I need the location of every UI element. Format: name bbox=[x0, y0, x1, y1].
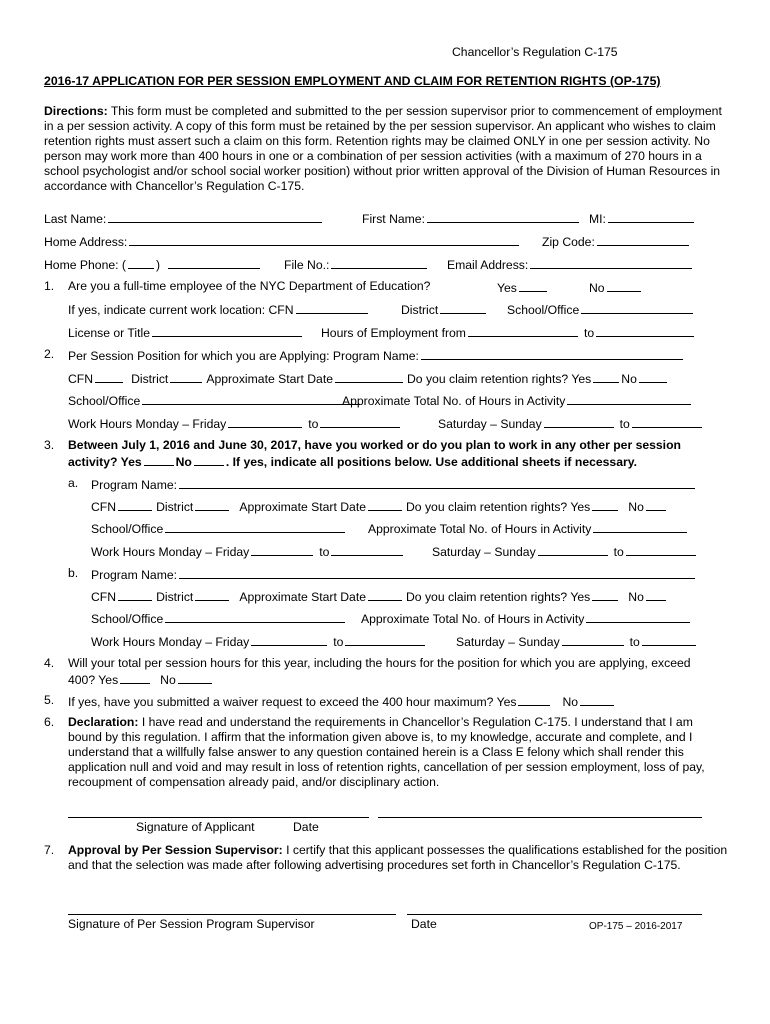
q3b-weekend-to-label: to bbox=[629, 635, 640, 649]
q3a-start-label: Approximate Start Date bbox=[239, 500, 366, 514]
home-phone-field[interactable] bbox=[168, 256, 260, 269]
mi-label: MI: bbox=[589, 212, 606, 226]
q1-to-label: to bbox=[583, 326, 595, 340]
q3b-start-label: Approximate Start Date bbox=[239, 590, 366, 604]
q2-weekend-to-field[interactable] bbox=[632, 415, 702, 428]
applicant-date-line[interactable] bbox=[378, 817, 702, 818]
q2-school-row bbox=[68, 392, 362, 409]
directions bbox=[44, 104, 727, 194]
q1-hours-from-field[interactable] bbox=[468, 324, 578, 337]
last-name-row bbox=[44, 210, 324, 227]
q2-program-field[interactable] bbox=[421, 347, 683, 360]
q4-no-field[interactable] bbox=[178, 671, 212, 684]
q3a-work-row bbox=[91, 543, 405, 560]
q3b-cfn-row bbox=[91, 588, 668, 605]
q3b-school-field[interactable] bbox=[165, 610, 345, 623]
q2-retention-label: Do you claim retention rights? Yes bbox=[406, 372, 592, 386]
q2-work-row bbox=[68, 415, 402, 432]
q3b-cfn-field[interactable] bbox=[118, 588, 152, 601]
q3b-total-field[interactable] bbox=[586, 610, 690, 623]
q3b-start-field[interactable] bbox=[368, 588, 402, 601]
q3b-weekend-row bbox=[456, 633, 698, 650]
home-phone-row bbox=[44, 256, 262, 273]
q6-declaration bbox=[68, 715, 730, 790]
q1-district-row bbox=[401, 301, 488, 318]
q4-number: 4. bbox=[44, 656, 55, 670]
file-no-label: File No.: bbox=[284, 258, 330, 272]
q7-approval bbox=[68, 843, 730, 873]
q1-school-field[interactable] bbox=[581, 301, 693, 314]
q3a-work-to-label: to bbox=[319, 545, 330, 559]
q6-number: 6. bbox=[44, 715, 55, 729]
q4-yes-label: 400? Yes bbox=[68, 673, 119, 687]
form-title: 2016-17 APPLICATION FOR PER SESSION EMPLOYMENT AND CLAIM FOR RETENTION RIGHTS (OP-175) bbox=[44, 74, 661, 88]
q3b-retention-label: Do you claim retention rights? Yes bbox=[405, 590, 591, 604]
q5-no-label: No bbox=[562, 695, 579, 709]
q3a-cfn-label: CFN bbox=[91, 500, 117, 514]
q3b-no-label: No bbox=[628, 590, 644, 604]
q3a-retention-no-field[interactable] bbox=[646, 498, 666, 511]
q2-no-label: No bbox=[621, 372, 637, 386]
first-name-row bbox=[362, 210, 581, 227]
last-name-label: Last Name: bbox=[44, 212, 107, 226]
q1-cfn-field[interactable] bbox=[296, 301, 368, 314]
zip-label: Zip Code: bbox=[542, 235, 595, 249]
q3b-work-from-field[interactable] bbox=[251, 633, 327, 646]
q3b-retention-no-field[interactable] bbox=[646, 588, 666, 601]
q1-license-row bbox=[68, 324, 304, 341]
supervisor-signature-label: Signature of Per Session Program Supervisor bbox=[68, 917, 315, 931]
q4-line1: Will your total per session hours for this year, including the hours for the position for which you are applying, exceed bbox=[68, 656, 691, 670]
home-phone-close: ) bbox=[155, 258, 161, 272]
supervisor-date-line[interactable] bbox=[407, 914, 702, 915]
email-field[interactable] bbox=[530, 256, 692, 269]
q2-total-label: Approximate Total No. of Hours in Activity bbox=[342, 394, 566, 408]
q5-number: 5. bbox=[44, 693, 55, 707]
zip-field[interactable] bbox=[597, 233, 689, 246]
q3a-start-field[interactable] bbox=[368, 498, 402, 511]
q3a-district-label: District bbox=[156, 500, 194, 514]
last-name-field[interactable] bbox=[108, 210, 322, 223]
q1-if-yes-label: If yes, indicate current work location: CFN bbox=[68, 303, 294, 317]
q2-question: Per Session Position for which you are Applying: Program Name: bbox=[68, 349, 419, 363]
q1-license-field[interactable] bbox=[152, 324, 302, 337]
q2-number: 2. bbox=[44, 347, 55, 361]
q1-cfn-row bbox=[68, 301, 370, 318]
q4-yes-field[interactable] bbox=[120, 671, 150, 684]
q7-text: I certify that this applicant possesses the qualifications established for the position and that the selection was made after following advertising procedures set forth in Chancellor’s Regulation C-175. bbox=[68, 843, 728, 872]
q2-start-field[interactable] bbox=[335, 370, 403, 383]
q3b-school-row bbox=[91, 610, 347, 627]
q3a-retention-label: Do you claim retention rights? Yes bbox=[405, 500, 591, 514]
email-label: Email Address: bbox=[447, 258, 529, 272]
q1-license-label: License or Title bbox=[68, 326, 150, 340]
q2-district-label: District bbox=[131, 372, 169, 386]
q3b-work-row bbox=[91, 633, 427, 650]
q1-yes-field[interactable] bbox=[519, 279, 547, 292]
q1-hours-label: Hours of Employment from bbox=[321, 326, 466, 340]
q3a-school-row bbox=[91, 520, 347, 537]
applicant-date-label: Date bbox=[293, 820, 319, 834]
q1-school-label: School/Office bbox=[507, 303, 580, 317]
regulation-header: Chancellor’s Regulation C-175 bbox=[452, 45, 618, 59]
q3a-school-field[interactable] bbox=[165, 520, 345, 533]
q3a-total-field[interactable] bbox=[593, 520, 687, 533]
directions-label: Directions: bbox=[44, 104, 108, 118]
q5-row bbox=[68, 693, 616, 710]
q3a-work-to-field[interactable] bbox=[331, 543, 403, 556]
q2-weekend-row bbox=[438, 415, 704, 432]
q4-no-label: No bbox=[160, 673, 176, 687]
q3b-weekend-to-field[interactable] bbox=[642, 633, 696, 646]
q3a-school-label: School/Office bbox=[91, 522, 164, 536]
q1-yes-label: Yes bbox=[497, 281, 517, 295]
q1-district-field[interactable] bbox=[440, 301, 486, 314]
q1-yes bbox=[497, 279, 549, 296]
q2-cfn-field[interactable] bbox=[95, 370, 123, 383]
q3b-work-to-field[interactable] bbox=[345, 633, 425, 646]
q2-work-from-field[interactable] bbox=[228, 415, 302, 428]
q3b-district-field[interactable] bbox=[195, 588, 229, 601]
q2-retention-yes-field[interactable] bbox=[593, 370, 619, 383]
q2-work-to-field[interactable] bbox=[320, 415, 400, 428]
directions-text: This form must be completed and submitted to the per session supervisor prior to commencement of employment in a per session activity. A copy of this form must be retained by the per session supervisor. An applicant who wishes to claim retention rights must assert such a claim on this form. Retention rights may be claimed ONLY in one per session activity. No person may work more than 400 hours in one or a combination of per session activities (with a maximum of 270 hours in a school psychologist and/or school social worker position) without prior written approval of the Division of Human Resources in accordance with Chancellor’s Regulation C-175. bbox=[44, 104, 722, 193]
form-id: OP-175 – 2016-2017 bbox=[589, 921, 683, 932]
q3b-school-label: School/Office bbox=[91, 612, 164, 626]
q1-question: Are you a full-time employee of the NYC Department of Education? bbox=[68, 279, 431, 293]
first-name-field[interactable] bbox=[427, 210, 579, 223]
q1-no bbox=[589, 279, 643, 296]
q2-work-to-label: to bbox=[308, 417, 319, 431]
q3-no-label: No bbox=[175, 455, 192, 469]
q2-school-field[interactable] bbox=[142, 392, 360, 405]
q3a-weekend-row bbox=[432, 543, 698, 560]
q2-program-row bbox=[68, 347, 685, 364]
q3a-weekend-from-field[interactable] bbox=[538, 543, 608, 556]
mi-field[interactable] bbox=[608, 210, 694, 223]
q3b-program-field[interactable] bbox=[179, 566, 695, 579]
q3-line1: Between July 1, 2016 and June 30, 2017, have you worked or do you plan to work in any other per session bbox=[68, 438, 681, 452]
q3-number: 3. bbox=[44, 438, 55, 452]
q1-number: 1. bbox=[44, 279, 55, 293]
supervisor-date-label: Date bbox=[411, 917, 437, 931]
q3b-work-to-label: to bbox=[333, 635, 344, 649]
zip-row bbox=[542, 233, 691, 250]
q3a-label: a. bbox=[68, 476, 79, 490]
file-no-field[interactable] bbox=[331, 256, 427, 269]
q7-number: 7. bbox=[44, 843, 55, 857]
q2-cfn-label: CFN bbox=[68, 372, 94, 386]
q2-weekend-from-field[interactable] bbox=[544, 415, 614, 428]
q3b-total-row bbox=[361, 610, 692, 627]
q2-retention-no-field[interactable] bbox=[639, 370, 667, 383]
home-address-row bbox=[44, 233, 521, 250]
q5-no-field[interactable] bbox=[580, 693, 614, 706]
q2-school-label: School/Office bbox=[68, 394, 141, 408]
q3a-weekend-to-field[interactable] bbox=[626, 543, 696, 556]
home-address-field[interactable] bbox=[129, 233, 519, 246]
q2-cfn-row bbox=[68, 370, 669, 387]
q5-yes-field[interactable] bbox=[518, 693, 550, 706]
home-address-label: Home Address: bbox=[44, 235, 128, 249]
email-row bbox=[447, 256, 694, 273]
q1-district-label: District bbox=[401, 303, 439, 317]
q3-no-field[interactable] bbox=[194, 453, 224, 466]
q3a-no-label: No bbox=[628, 500, 644, 514]
q3a-weekend-label: Saturday – Sunday bbox=[432, 545, 536, 559]
q1-no-label: No bbox=[589, 281, 605, 295]
q2-work-label: Work Hours Monday – Friday bbox=[68, 417, 227, 431]
q2-start-label: Approximate Start Date bbox=[206, 372, 333, 386]
file-no-row bbox=[284, 256, 429, 273]
first-name-label: First Name: bbox=[362, 212, 425, 226]
q2-total-field[interactable] bbox=[567, 392, 691, 405]
q3b-total-label: Approximate Total No. of Hours in Activity bbox=[361, 612, 585, 626]
q3a-program-label: Program Name: bbox=[91, 478, 178, 492]
q2-district-field[interactable] bbox=[170, 370, 202, 383]
q3b-program-label: Program Name: bbox=[91, 568, 178, 582]
applicant-signature-label: Signature of Applicant bbox=[136, 820, 255, 834]
mi-row bbox=[589, 210, 696, 227]
q3a-cfn-row bbox=[91, 498, 668, 515]
q3a-program-row bbox=[91, 476, 697, 493]
q3b-work-label: Work Hours Monday – Friday bbox=[91, 635, 250, 649]
q2-weekend-label: Saturday – Sunday bbox=[438, 417, 542, 431]
q2-weekend-to-label: to bbox=[619, 417, 630, 431]
q3b-cfn-label: CFN bbox=[91, 590, 117, 604]
q3a-work-from-field[interactable] bbox=[251, 543, 313, 556]
applicant-signature-line[interactable] bbox=[68, 817, 369, 818]
q3-line2-rest: . If yes, indicate all positions below. Use additional sheets if necessary. bbox=[225, 455, 637, 469]
q3b-district-label: District bbox=[156, 590, 194, 604]
q1-school-row bbox=[507, 301, 695, 318]
supervisor-signature-line[interactable] bbox=[68, 914, 396, 915]
home-phone-label: Home Phone: ( bbox=[44, 258, 126, 272]
q3b-retention-yes-field[interactable] bbox=[592, 588, 618, 601]
q3a-retention-yes-field[interactable] bbox=[592, 498, 618, 511]
q3b-label: b. bbox=[68, 566, 79, 580]
q1-hours-row bbox=[321, 324, 696, 341]
q5-question: If yes, have you submitted a waiver request to exceed the 400 hour maximum? Yes bbox=[68, 695, 517, 709]
q3a-work-label: Work Hours Monday – Friday bbox=[91, 545, 250, 559]
q3b-weekend-from-field[interactable] bbox=[562, 633, 624, 646]
q3a-program-field[interactable] bbox=[179, 476, 695, 489]
q7-label: Approval by Per Session Supervisor: bbox=[68, 843, 283, 857]
q1-hours-to-field[interactable] bbox=[596, 324, 694, 337]
q3a-district-field[interactable] bbox=[195, 498, 229, 511]
q3a-cfn-field[interactable] bbox=[118, 498, 152, 511]
q4-line2 bbox=[68, 671, 214, 688]
q6-label: Declaration: bbox=[68, 715, 139, 729]
q3a-total-label: Approximate Total No. of Hours in Activity bbox=[368, 522, 592, 536]
q3-yes-field[interactable] bbox=[144, 453, 174, 466]
q1-no-field[interactable] bbox=[607, 279, 641, 292]
q3-line2 bbox=[68, 453, 637, 470]
area-code-field[interactable] bbox=[128, 256, 154, 269]
q3a-total-row bbox=[368, 520, 689, 537]
q3a-weekend-to-label: to bbox=[613, 545, 624, 559]
q3b-weekend-label: Saturday – Sunday bbox=[456, 635, 560, 649]
q6-text: I have read and understand the requirements in Chancellor’s Regulation C-175. I understand that I am bound by this regulation. I affirm that the information given above is, to my knowledge, accurate and complete, and I understand that a willfully false answer to any question contained herein is a Class E felony which shall render this application null and void and may result in loss of retention rights, cancellation of per session employment, loss of pay, recoupment of compensation already paid, and/or disciplinary action. bbox=[68, 715, 705, 789]
q3b-program-row bbox=[91, 566, 697, 583]
q2-total-row bbox=[342, 392, 693, 409]
q3-yes-label: activity? Yes bbox=[68, 455, 142, 469]
